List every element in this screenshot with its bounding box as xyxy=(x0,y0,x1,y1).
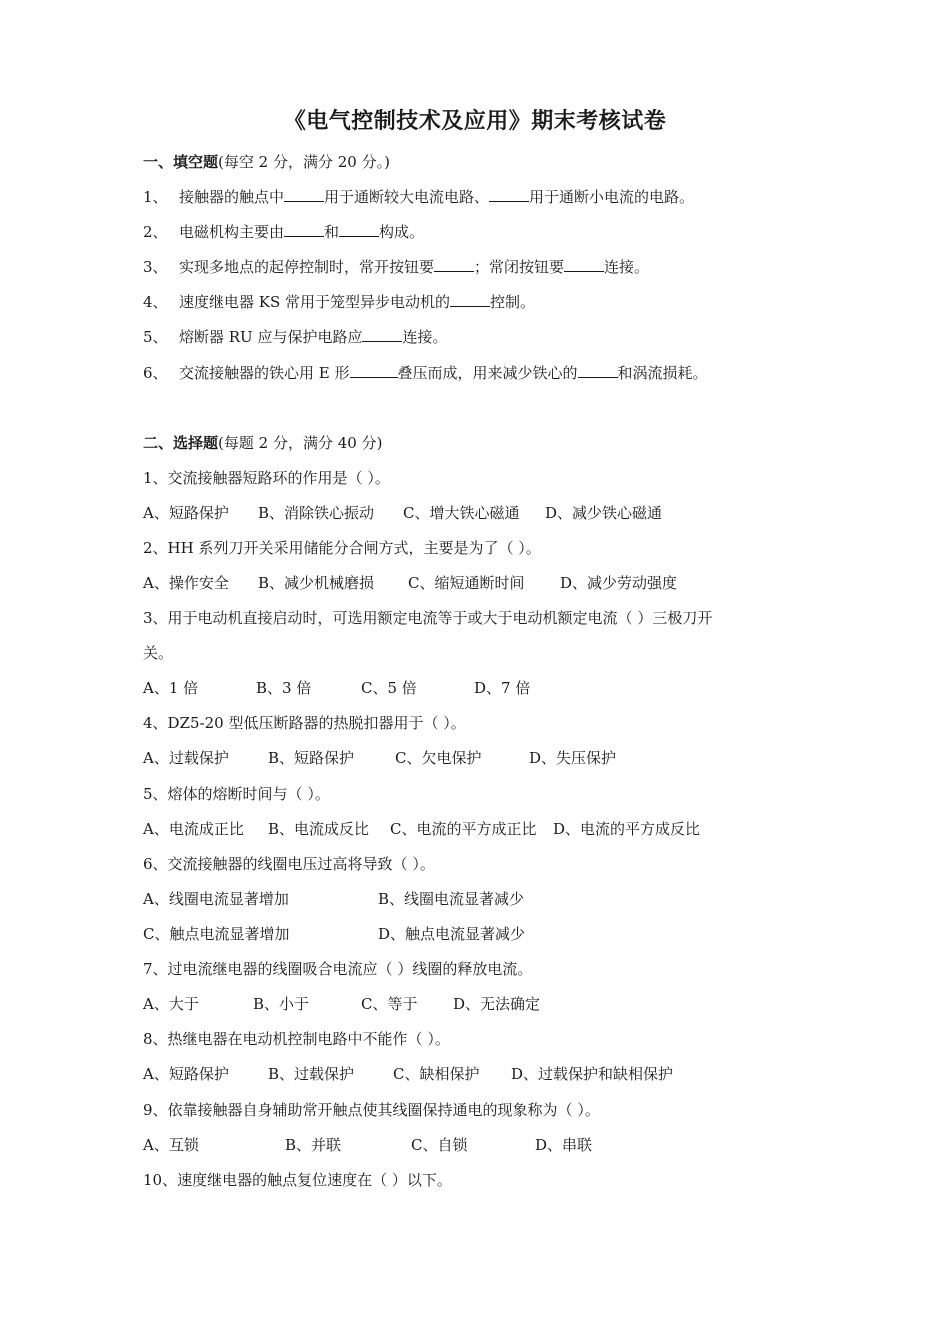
question-4: 4、DZ5-20 型低压断路器的热脱扣器用于（ ）。 xyxy=(143,714,466,732)
option-d: D、7 倍 xyxy=(474,679,531,697)
answer-blank xyxy=(284,222,324,237)
option-a: A、操作安全 xyxy=(143,574,229,592)
option-a: A、线圈电流显著增加 xyxy=(143,890,289,908)
question-4-options xyxy=(143,748,616,768)
answer-blank xyxy=(350,363,398,378)
answer-blank xyxy=(450,292,490,307)
answer-blank xyxy=(284,187,324,202)
option-a: A、互锁 xyxy=(143,1136,199,1154)
option-c: C、欠电保护 xyxy=(395,749,482,767)
option-b: B、线圈电流显著减少 xyxy=(378,890,525,908)
option-c: C、缺相保护 xyxy=(393,1065,480,1083)
question-6: 6、交流接触器的线圈电压过高将导致（ ）。 xyxy=(143,855,435,873)
option-b: B、减少机械磨损 xyxy=(258,574,375,592)
option-d: D、触点电流显著减少 xyxy=(378,925,526,943)
option-b: B、过载保护 xyxy=(268,1065,355,1083)
question-10: 10、速度继电器的触点复位速度在（ ）以下。 xyxy=(143,1171,452,1189)
option-d: D、过载保护和缺相保护 xyxy=(511,1065,674,1083)
question-2-options xyxy=(143,573,677,593)
option-a: A、1 倍 xyxy=(143,679,199,697)
question-7: 7、过电流继电器的线圈吸合电流应（ ）线圈的释放电流。 xyxy=(143,960,533,978)
option-c: C、缩短通断时间 xyxy=(408,574,525,592)
question-9: 9、依靠接触器自身辅助常开触点使其线圈保持通电的现象称为（ ）。 xyxy=(143,1101,600,1119)
section1-heading-note: (每空 2 分，满分 20 分。) xyxy=(218,153,390,171)
fill-item-1: 1、 接触器的触点中 用于通断较大电流电路、 用于通断小电流的电路。 xyxy=(143,188,695,206)
question-1-options xyxy=(143,503,662,523)
question-8-options xyxy=(143,1064,673,1084)
option-c: C、等于 xyxy=(361,995,418,1013)
fill-item-3: 3、 实现多地点的起停控制时，常开按钮要 ；常闭按钮要 连接。 xyxy=(143,258,650,276)
option-a: A、过载保护 xyxy=(143,749,229,767)
option-d: D、电流的平方成反比 xyxy=(553,820,701,838)
option-c: C、5 倍 xyxy=(361,679,417,697)
question-5-options xyxy=(143,819,700,839)
option-a: A、短路保护 xyxy=(143,1065,229,1083)
answer-blank xyxy=(578,363,618,378)
section1-heading xyxy=(143,152,390,172)
answer-blank xyxy=(564,257,604,272)
option-c: C、增大铁心磁通 xyxy=(403,504,520,522)
option-b: B、小于 xyxy=(253,995,310,1013)
question-2: 2、HH 系列刀开关采用储能分合闸方式，主要是为了（ ）。 xyxy=(143,539,541,557)
answer-blank xyxy=(489,187,529,202)
question-1: 1、交流接触器短路环的作用是（ ）。 xyxy=(143,469,390,487)
option-b: B、并联 xyxy=(285,1136,342,1154)
fill-item-6: 6、 交流接触器的铁心用 E 形 叠压而成，用来减少铁心的 和涡流损耗。 xyxy=(143,364,708,382)
answer-blank xyxy=(362,327,402,342)
section2-heading-label: 二、选择题 xyxy=(143,434,219,452)
fill-item-4: 4、 速度继电器 KS 常用于笼型异步电动机的 控制。 xyxy=(143,293,536,311)
question-3: 3、用于电动机直接启动时，可选用额定电流等于或大于电动机额定电流（ ）三极刀开 xyxy=(143,609,713,627)
option-b: B、消除铁心振动 xyxy=(258,504,375,522)
option-d: D、串联 xyxy=(535,1136,593,1154)
option-c: C、电流的平方成正比 xyxy=(390,820,537,838)
option-a: A、短路保护 xyxy=(143,504,229,522)
option-c: C、自锁 xyxy=(411,1136,468,1154)
option-c: C、触点电流显著增加 xyxy=(143,925,290,943)
option-a: A、电流成正比 xyxy=(143,820,244,838)
option-b: B、短路保护 xyxy=(268,749,355,767)
question-9-options xyxy=(143,1135,592,1155)
question-6-options-row2 xyxy=(143,924,525,944)
question-5: 5、熔体的熔断时间与（ ）。 xyxy=(143,785,330,803)
section2-heading xyxy=(143,433,382,453)
option-a: A、大于 xyxy=(143,995,199,1013)
option-d: D、减少劳动强度 xyxy=(560,574,678,592)
exam-title: 《电气控制技术及应用》期末考核试卷 xyxy=(283,108,667,134)
section1-heading-label: 一、填空题 xyxy=(143,153,219,171)
question-3-continued: 关。 xyxy=(143,644,174,662)
option-b: B、3 倍 xyxy=(256,679,312,697)
fill-item-2: 2、 电磁机构主要由 和 构成。 xyxy=(143,223,425,241)
section2-heading-note: (每题 2 分，满分 40 分) xyxy=(218,434,383,452)
question-6-options-row1 xyxy=(143,889,524,909)
answer-blank xyxy=(339,222,379,237)
option-b: B、电流成反比 xyxy=(268,820,370,838)
answer-blank xyxy=(434,257,474,272)
option-d: D、失压保护 xyxy=(529,749,617,767)
question-8: 8、热继电器在电动机控制电路中不能作（ ）。 xyxy=(143,1030,450,1048)
option-d: D、无法确定 xyxy=(453,995,541,1013)
question-7-options xyxy=(143,994,540,1014)
option-d: D、减少铁心磁通 xyxy=(545,504,663,522)
question-3-options xyxy=(143,678,530,698)
fill-item-5: 5、 熔断器 RU 应与保护电路应 连接。 xyxy=(143,328,448,346)
